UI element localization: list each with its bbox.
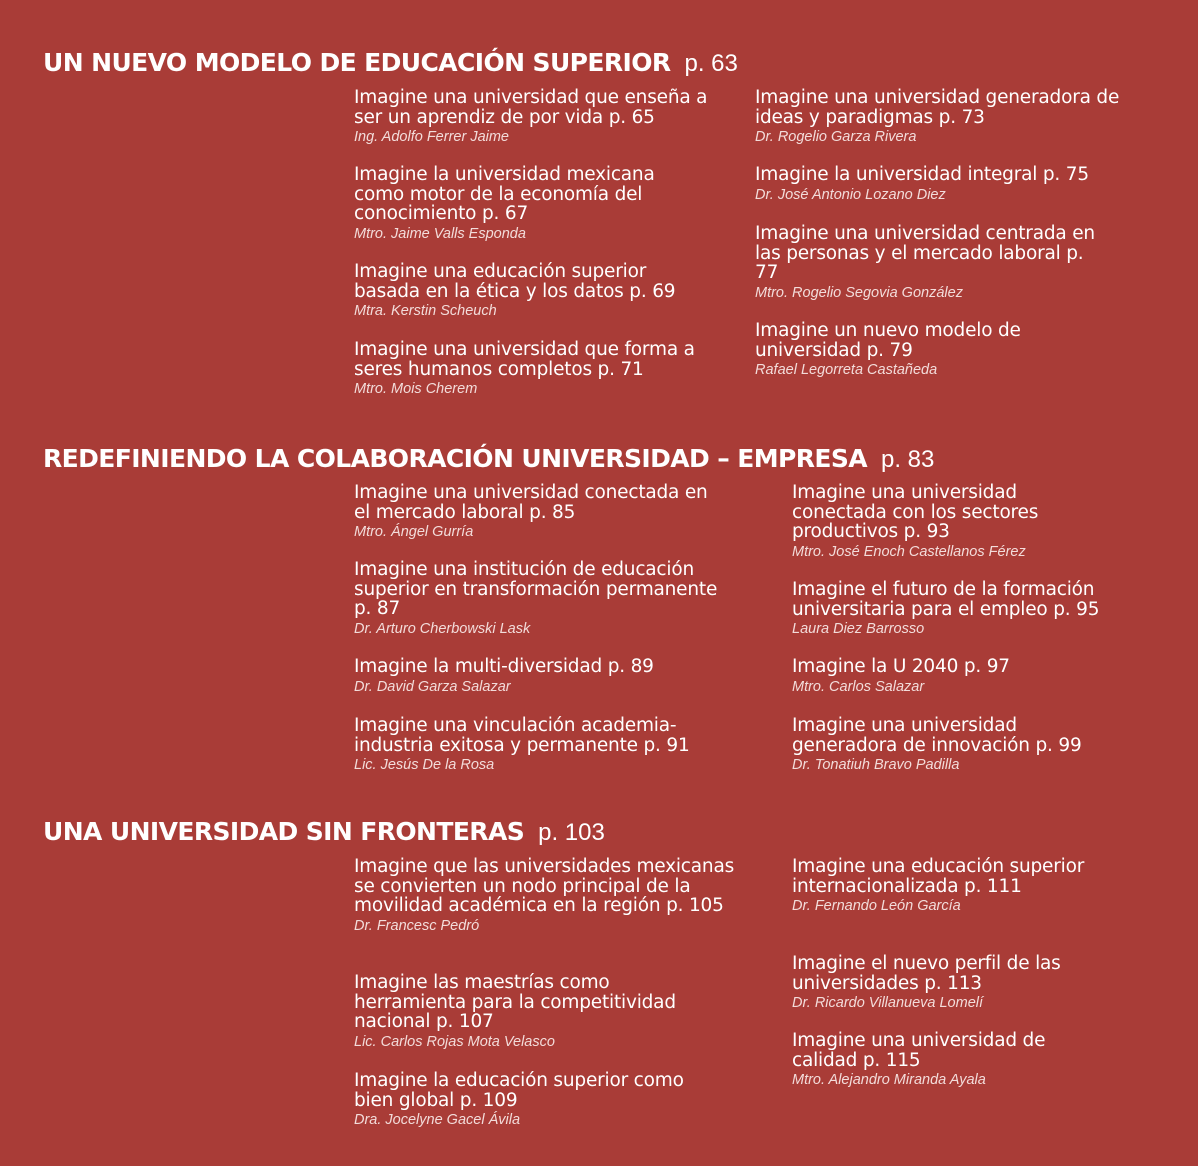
entry-title: Imagine una universidad generadora de innovación p. 99 [792, 715, 1082, 756]
section-title: UNA UNIVERSIDAD SIN FRONTERAS [43, 817, 525, 846]
entry-author: Dr. Fernando León García [792, 898, 961, 914]
entry-title: Imagine las maestrías como herramienta para la competitividad nacional p. 107 [354, 972, 676, 1032]
toc-entry[interactable] [354, 88, 774, 146]
section-heading [43, 817, 605, 847]
entry-author: Dra. Jocelyne Gacel Ávila [354, 1112, 521, 1128]
entry-author: Lic. Jesús De la Rosa [354, 757, 495, 773]
section-page-number: p. 63 [684, 50, 738, 77]
entry-title: Imagine la universidad mexicana como motor de la economía del conocimiento p. 67 [354, 164, 655, 224]
toc-entry[interactable] [755, 165, 1175, 204]
entry-author: Dr. Tonatiuh Bravo Padilla [792, 757, 960, 773]
toc-entry[interactable] [755, 224, 1175, 302]
entry-title: Imagine la educación superior como bien global p. 109 [354, 1070, 684, 1111]
entry-title: Imagine la multi-diversidad p. 89 [354, 656, 654, 677]
entry-author: Mtro. Carlos Salazar [792, 678, 925, 695]
toc-entry[interactable] [354, 657, 774, 696]
section-heading [43, 444, 934, 474]
entry-author: Mtro. Ángel Gurría [354, 524, 474, 540]
entry-title: Imagine una vinculación academia-industria exitosa y permanente p. 91 [354, 715, 690, 756]
entry-title: Imagine que las universidades mexicanas se convierten un nodo principal de la movilidad académica en la región p. 105 [354, 856, 735, 916]
entry-author: Dr. José Antonio Lozano Diez [755, 186, 946, 203]
toc-entry[interactable] [354, 973, 774, 1051]
entry-author: Ing. Adolfo Ferrer Jaime [354, 129, 509, 145]
toc-entry[interactable] [792, 954, 1198, 1012]
entry-author: Dr. Arturo Cherbowski Lask [354, 620, 531, 637]
section-title: REDEFINIENDO LA COLABORACIÓN UNIVERSIDAD – EMPRESA [43, 444, 867, 473]
entry-author: Mtro. Rogelio Segovia González [755, 284, 963, 301]
section-page-number: p. 103 [538, 819, 605, 846]
entry-title: Imagine una institución de educación superior en transformación permanente p. 87 [354, 559, 718, 619]
entry-author: Dr. Francesc Pedró [354, 917, 480, 934]
entry-title: Imagine un nuevo modelo de universidad p. 79 [755, 320, 1021, 361]
entry-author: Mtro. Jaime Valls Esponda [354, 225, 526, 242]
entry-author: Laura Diez Barrosso [792, 621, 925, 637]
entry-title: Imagine una educación superior basada en la ética y los datos p. 69 [354, 261, 676, 302]
toc-entry[interactable] [354, 857, 774, 935]
toc-entry[interactable] [354, 716, 774, 774]
section-title: UN NUEVO MODELO DE EDUCACIÓN SUPERIOR [43, 48, 671, 77]
entry-author: Mtra. Kerstin Scheuch [354, 303, 497, 319]
entry-author: Lic. Carlos Rojas Mota Velasco [354, 1033, 555, 1050]
toc-entry[interactable] [792, 580, 1198, 638]
toc-entry[interactable] [755, 88, 1175, 146]
entry-title: Imagine una universidad de calidad p. 115 [792, 1030, 1046, 1071]
entry-title: Imagine una universidad conectada con los sectores productivos p. 93 [792, 482, 1039, 542]
toc-entry[interactable] [792, 483, 1198, 561]
toc-entry[interactable] [354, 340, 774, 398]
entry-author: Dr. Rogelio Garza Rivera [755, 129, 917, 145]
toc-entry[interactable] [792, 657, 1198, 696]
entry-author: Mtro. Mois Cherem [354, 381, 478, 397]
section-page-number: p. 83 [881, 446, 935, 473]
entry-title: Imagine una universidad generadora de ideas y paradigmas p. 73 [755, 87, 1120, 128]
toc-entry[interactable] [792, 1031, 1198, 1089]
entry-title: Imagine una educación superior internacionalizada p. 111 [792, 856, 1085, 897]
entry-title: Imagine la universidad integral p. 75 [755, 164, 1089, 185]
section-heading [43, 48, 738, 78]
entry-title: Imagine el futuro de la formación universitaria para el empleo p. 95 [792, 579, 1100, 620]
toc-entry[interactable] [792, 857, 1198, 915]
toc-entry[interactable] [755, 321, 1175, 379]
entry-author: Dr. Ricardo Villanueva Lomelí [792, 995, 984, 1011]
entry-title: Imagine la U 2040 p. 97 [792, 656, 1010, 677]
entry-author: Mtro. José Enoch Castellanos Férez [792, 543, 1026, 560]
entry-title: Imagine el nuevo perfil de las universidades p. 113 [792, 953, 1061, 994]
toc-entry[interactable] [354, 560, 774, 638]
toc-entry[interactable] [354, 483, 774, 541]
entry-title: Imagine una universidad que forma a seres humanos completos p. 71 [354, 339, 695, 380]
entry-author: Mtro. Alejandro Miranda Ayala [792, 1072, 986, 1088]
entry-author: Dr. David Garza Salazar [354, 678, 511, 695]
toc-entry[interactable] [792, 716, 1198, 774]
toc-entry[interactable] [354, 165, 774, 243]
entry-title: Imagine una universidad que enseña a ser un aprendiz de por vida p. 65 [354, 87, 708, 128]
entry-author: Rafael Legorreta Castañeda [755, 362, 938, 378]
entry-title: Imagine una universidad centrada en las personas y el mercado laboral p. 77 [755, 223, 1095, 283]
entry-title: Imagine una universidad conectada en el mercado laboral p. 85 [354, 482, 708, 523]
toc-entry[interactable] [354, 1071, 774, 1129]
toc-entry[interactable] [354, 262, 774, 320]
